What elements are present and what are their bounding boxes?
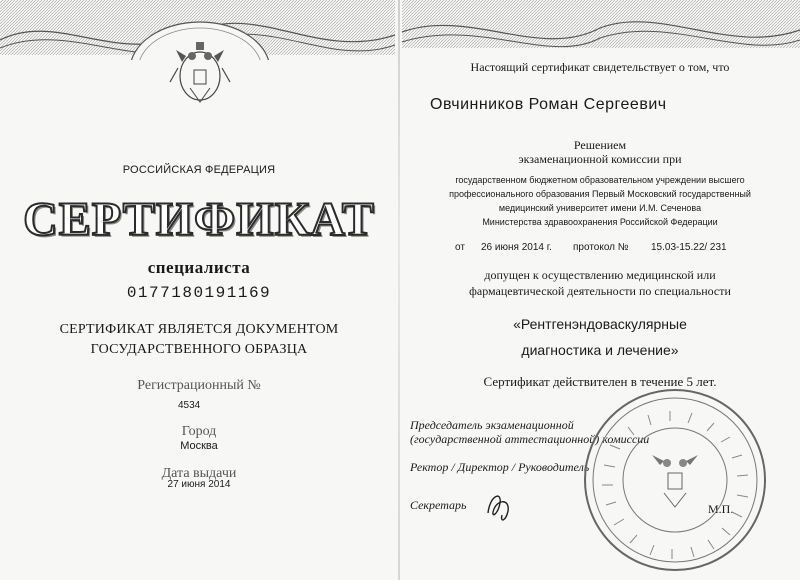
intro-text: Настоящий сертификат свидетельствует о том, что [470,60,730,74]
institution-line: государственном бюджетном образовательном учреждении высшего [455,175,745,185]
city-value: Москва [180,440,218,452]
rector-label: Ректор / Директор / Руководитель [410,460,590,474]
institution-line: профессионального образования Первый Московский государственный [449,189,751,199]
specialty-line2: диагностика и лечение» [521,342,679,358]
decision-line1: Решением [573,138,627,152]
country-label: РОССИЙСКАЯ ФЕДЕРАЦИЯ [122,164,276,176]
admission-line2: фармацевтической деятельности по специальности [469,284,731,298]
decision-line2: экзаменационной комиссии при [518,152,682,166]
issue-date-value: 27 июня 2014 [167,479,231,490]
institution-line: медицинский университет имени И.М. Сеченова [498,203,702,213]
left-page [0,0,398,580]
secretary-label: Секретарь [410,498,467,512]
round-seal-icon [580,385,770,575]
registration-value: 4534 [178,400,201,411]
certificate-title: СЕРТИФИКАТ [23,193,375,246]
issue-date-label: Дата выдачи [161,466,237,481]
protocol-from-label: от [455,242,465,253]
holder-name: Овчинников Роман Сергеевич [430,96,667,113]
certificate-number: 0177180191169 [126,284,272,302]
certificate-subtitle: специалиста [147,258,251,277]
signature-icon [480,485,520,525]
double-headed-eagle-icon [160,32,240,112]
protocol-number: 15.03-15.22/ 231 [651,242,727,253]
admission-line1: допущен к осуществлению медицинской или [484,268,716,282]
institution-line: Министерства здравоохранения Российской Федерации [482,217,718,227]
protocol-number-label: протокол № [573,242,629,253]
chair-label-line2: (государственной аттестационной) комиссии [410,432,650,446]
validity-text: Сертификат действителен в течение 5 лет. [483,374,717,389]
stamp-place-label: М.П. [708,502,734,516]
state-doc-line1: СЕРТИФИКАТ ЯВЛЯЕТСЯ ДОКУМЕНТОМ [59,322,339,337]
state-doc-line2: ГОСУДАРСТВЕННОГО ОБРАЗЦА [90,342,308,357]
city-label: Город [181,424,217,439]
protocol-date: 26 июня 2014 г. [481,242,552,253]
chair-label-line1: Председатель экзаменационной [410,418,574,432]
registration-label: Регистрационный № [137,378,261,393]
specialty-line1: «Рентгенэндоваскулярные [513,316,687,332]
